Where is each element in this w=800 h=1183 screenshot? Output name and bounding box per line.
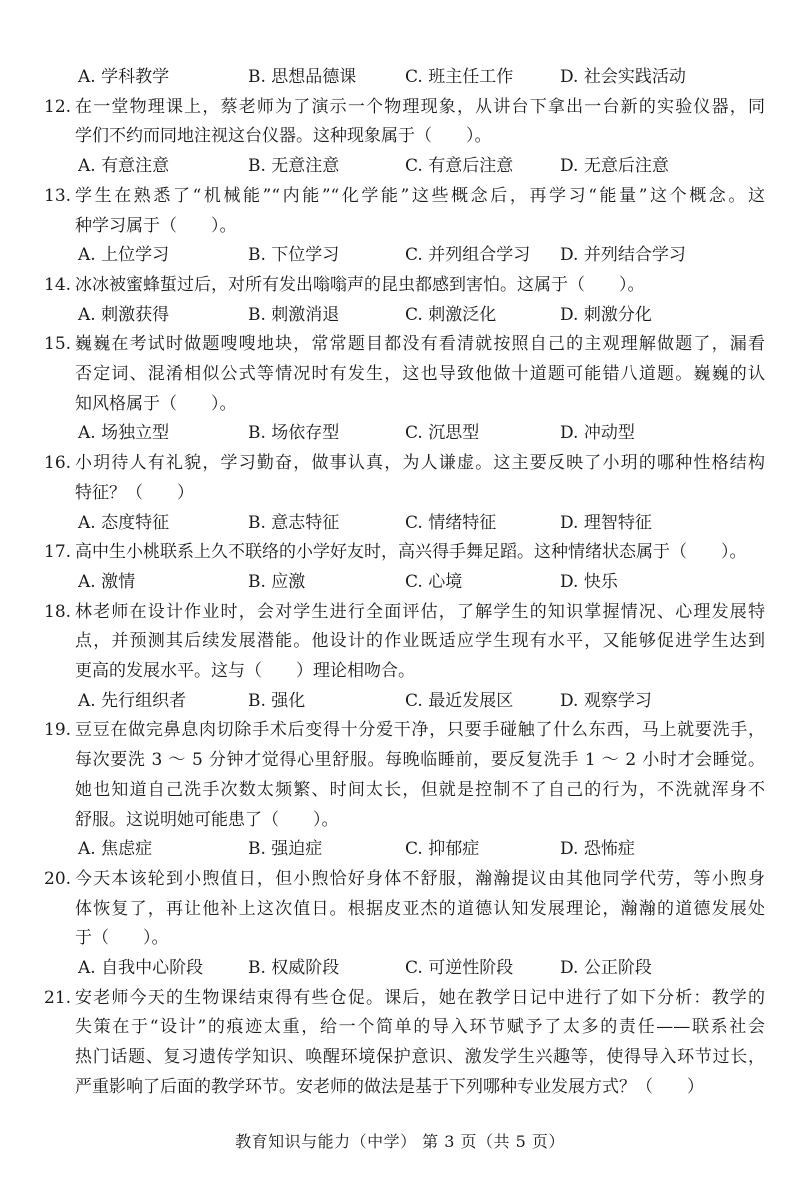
question-text: 冰冰被蜜蜂蜇过后，对所有发出嗡嗡声的昆虫都感到害怕。这属于（ ）。 bbox=[75, 274, 645, 295]
option-a: A. 上位学习 bbox=[78, 245, 170, 266]
question-text: 豆豆在做完鼻息肉切除手术后变得十分爱干净，只要手碰触了什么东西，马上就要洗手， bbox=[75, 720, 765, 741]
page-footer: 教育知识与能力（中学） 第 3 页（共 5 页） bbox=[235, 1132, 565, 1151]
option-c: C. 班主任工作 bbox=[405, 67, 514, 87]
option-c: C. 最近发展区 bbox=[405, 690, 514, 711]
option-a: A. 先行组织者 bbox=[78, 690, 187, 711]
question-text: 失策在于“设计”的痕迹太重，给一个简单的导入环节赋予了太多的责任——联系社会 bbox=[75, 1017, 765, 1038]
option-a: A. 焦虑症 bbox=[78, 839, 153, 860]
option-a: A. 激情 bbox=[78, 571, 136, 592]
options-row bbox=[0, 151, 800, 181]
options-row bbox=[0, 418, 800, 448]
question-line bbox=[0, 715, 800, 745]
question-text: 更高的发展水平。这与（ ）理论相吻合。 bbox=[75, 661, 415, 681]
question-line bbox=[0, 1012, 800, 1042]
question-number: 12. bbox=[44, 96, 72, 117]
option-b: B. 思想品德课 bbox=[248, 67, 357, 87]
question-line bbox=[0, 775, 800, 805]
option-a: A. 学科教学 bbox=[78, 67, 170, 87]
question-number: 17. bbox=[44, 542, 72, 563]
options-row bbox=[0, 567, 800, 597]
question-line bbox=[0, 923, 800, 953]
question-text: 特征？（ ） bbox=[75, 482, 194, 503]
question-text: 巍巍在考试时做题嗖嗖地块，常常题目都没有看清就按照自己的主观理解做题了，漏看 bbox=[75, 334, 765, 355]
options-row bbox=[0, 508, 800, 538]
options-row bbox=[0, 953, 800, 983]
question-text: 热门话题、复习遗传学知识、唤醒环境保护意识、激发学生兴趣等，使得导入环节过长， bbox=[75, 1047, 765, 1068]
question-text: 否定词、混淆相似公式等情况时有发生，这也导致他做十道题可能错八道题。巍巍的认 bbox=[75, 364, 765, 384]
option-c: C. 有意后注意 bbox=[405, 156, 514, 177]
option-d: D. 观察学习 bbox=[560, 690, 652, 711]
question-number: 15. bbox=[44, 334, 72, 355]
question-text: 林老师在设计作业时，会对学生进行全面评估，了解学生的知识掌握情况、心理发展特 bbox=[75, 601, 765, 622]
options-row bbox=[0, 834, 800, 864]
option-a: A. 场独立型 bbox=[78, 423, 170, 444]
option-c: C. 沉思型 bbox=[405, 423, 480, 444]
option-a: A. 态度特征 bbox=[78, 512, 170, 533]
option-b: B. 意志特征 bbox=[248, 512, 340, 533]
option-d: D. 无意后注意 bbox=[560, 156, 669, 177]
question-line bbox=[0, 448, 800, 478]
option-d: D. 刺激分化 bbox=[560, 304, 652, 325]
question-number: 20. bbox=[44, 868, 72, 889]
option-b: B. 强迫症 bbox=[248, 839, 323, 860]
question-text: 小玥待人有礼貌，学习勤奋，做事认真，为人谦虚。这主要反映了小玥的哪种性格结构 bbox=[75, 453, 765, 474]
question-text: 高中生小桃联系上久不联络的小学好友时，高兴得手舞足蹈。这种情绪状态属于（ ）。 bbox=[75, 542, 747, 563]
question-text: 她也知道自己洗手次数太频繁、时间太长，但就是控制不了自己的行为，不洗就浑身不 bbox=[75, 779, 765, 800]
question-line bbox=[0, 270, 800, 300]
option-c: C. 并列组合学习 bbox=[405, 245, 531, 266]
question-number: 18. bbox=[44, 601, 72, 622]
option-d: D. 并列结合学习 bbox=[560, 245, 686, 266]
question-text: 体恢复了，再让他补上这次值日。根据皮亚杰的道德认知发展理论，瀚瀚的道德发展处 bbox=[75, 898, 765, 919]
question-text: 于（ ）。 bbox=[75, 928, 169, 949]
options-row bbox=[0, 62, 800, 92]
question-text: 严重影响了后面的教学环节。安老师的做法是基于下列哪种专业发展方式？（ ） bbox=[75, 1076, 704, 1097]
option-a: A. 自我中心阶段 bbox=[78, 958, 204, 978]
question-line bbox=[0, 745, 800, 775]
question-text: 学们不约而同地注视这台仪器。这种现象属于（ ）。 bbox=[75, 126, 492, 147]
question-line bbox=[0, 478, 800, 508]
question-line bbox=[0, 1042, 800, 1072]
question-text: 今天本该轮到小煦值日，但小煦恰好身体不舒服，瀚瀚提议由其他同学代劳，等小煦身 bbox=[75, 868, 765, 889]
question-text: 学生在熟悉了“机械能”“内能”“化学能”这些概念后，再学习“能量”这个概念。这 bbox=[75, 185, 765, 206]
option-d: D. 公正阶段 bbox=[560, 958, 652, 978]
options-row bbox=[0, 300, 800, 330]
option-c: C. 刺激泛化 bbox=[405, 304, 497, 325]
question-line bbox=[0, 626, 800, 656]
option-b: B. 强化 bbox=[248, 690, 306, 711]
question-text: 种学习属于（ ）。 bbox=[75, 215, 237, 236]
option-d: D. 快乐 bbox=[560, 571, 618, 592]
question-line bbox=[0, 597, 800, 627]
question-text: 在一堂物理课上，蔡老师为了演示一个物理现象，从讲台下拿出一台新的实验仪器，同 bbox=[75, 96, 765, 117]
question-line bbox=[0, 537, 800, 567]
options-row bbox=[0, 686, 800, 716]
question-line bbox=[0, 359, 800, 389]
question-text: 舒服。这说明她可能患了（ ）。 bbox=[75, 809, 339, 830]
question-line bbox=[0, 329, 800, 359]
options-row bbox=[0, 240, 800, 270]
question-number: 14. bbox=[44, 274, 72, 295]
question-number: 16. bbox=[44, 453, 72, 474]
option-a: A. 有意注意 bbox=[78, 156, 170, 177]
option-b: B. 场依存型 bbox=[248, 423, 340, 444]
question-text: 安老师今天的生物课结束得有些仓促。课后，她在教学日记中进行了如下分析：教学的 bbox=[75, 987, 765, 1008]
question-line bbox=[0, 983, 800, 1013]
option-b: B. 应激 bbox=[248, 571, 306, 592]
question-line bbox=[0, 1072, 800, 1102]
question-line bbox=[0, 656, 800, 686]
question-line bbox=[0, 211, 800, 241]
option-b: B. 权威阶段 bbox=[248, 958, 340, 978]
question-text: 点，并预测其后续发展潜能。他设计的作业既适应学生现有水平，又能够促进学生达到 bbox=[75, 631, 765, 652]
question-line bbox=[0, 181, 800, 211]
option-c: C. 可逆性阶段 bbox=[405, 958, 514, 978]
option-c: C. 情绪特征 bbox=[405, 512, 497, 533]
question-line bbox=[0, 92, 800, 122]
option-d: D. 社会实践活动 bbox=[560, 67, 686, 87]
question-line bbox=[0, 121, 800, 151]
question-line bbox=[0, 894, 800, 924]
question-number: 19. bbox=[44, 720, 72, 741]
question-number: 21. bbox=[44, 987, 72, 1008]
option-b: B. 无意注意 bbox=[248, 156, 340, 177]
option-d: D. 理智特征 bbox=[560, 512, 652, 533]
option-b: B. 下位学习 bbox=[248, 245, 340, 266]
question-text: 知风格属于（ ）。 bbox=[75, 393, 237, 414]
option-d: D. 恐怖症 bbox=[560, 839, 635, 860]
option-a: A. 刺激获得 bbox=[78, 304, 170, 325]
option-b: B. 刺激消退 bbox=[248, 304, 340, 325]
question-line bbox=[0, 389, 800, 419]
question-number: 13. bbox=[44, 185, 72, 206]
option-c: C. 抑郁症 bbox=[405, 839, 480, 860]
option-c: C. 心境 bbox=[405, 571, 463, 592]
question-text: 每次要洗 3 ～ 5 分钟才觉得心里舒服。每晚临睡前，要反复洗手 1 ～ 2 小时才会睡觉。 bbox=[75, 750, 765, 771]
question-line bbox=[0, 864, 800, 894]
question-line bbox=[0, 805, 800, 835]
option-d: D. 冲动型 bbox=[560, 423, 635, 444]
